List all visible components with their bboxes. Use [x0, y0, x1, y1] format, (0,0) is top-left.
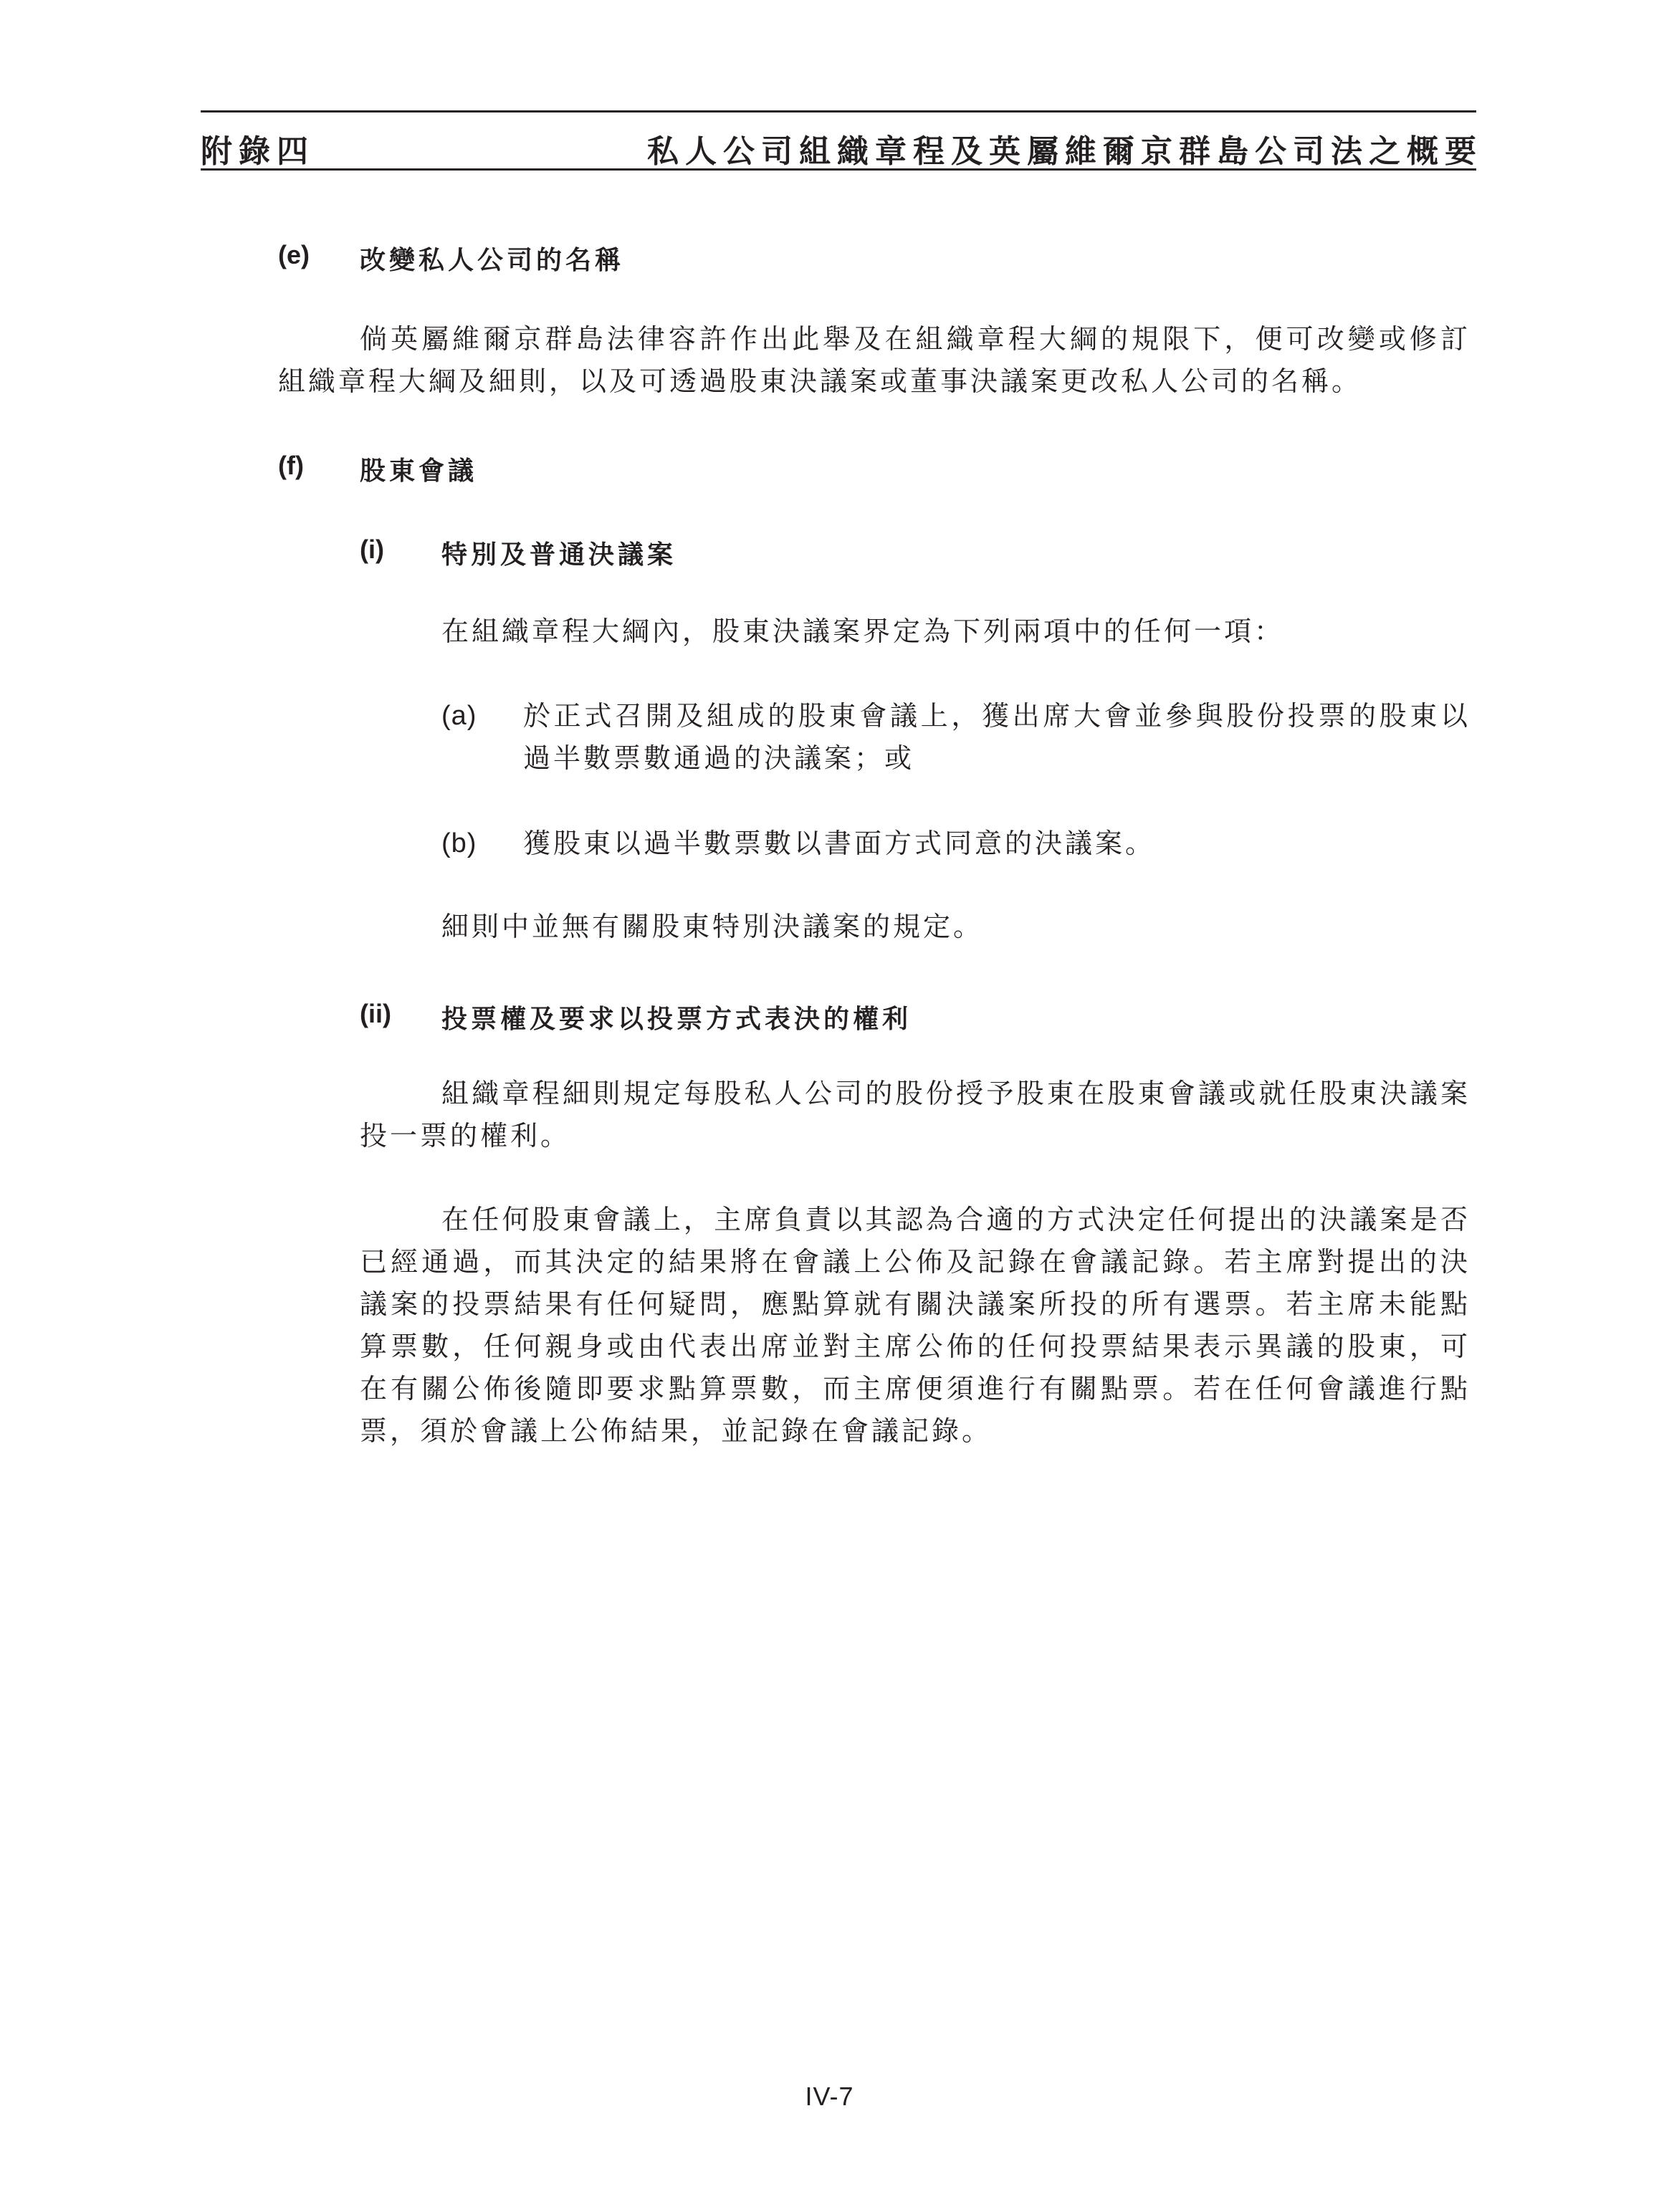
- list-item-a-text: 於正式召開及組成的股東會議上，獲出席大會並參與股份投票的股東以過半數票數通過的決議案；或: [523, 700, 1471, 774]
- subsection-ii-paragraph-2: [360, 1199, 1471, 1452]
- section-e-paragraph: [278, 318, 1471, 403]
- section-f-number: (f): [278, 451, 304, 480]
- list-item-b-text: 獲股東以過半數票數以書面方式同意的決議案。: [523, 828, 1156, 859]
- subsection-i-note: [441, 906, 1471, 948]
- subsection-ii-number: (ii): [360, 999, 391, 1028]
- list-item-b-label: (b): [441, 828, 477, 858]
- subsection-i-note-text: 細則中並無有關股東特別決議案的規定。: [441, 911, 984, 942]
- list-item-a-label: (a): [441, 701, 477, 731]
- section-f-title: 股東會議: [360, 456, 478, 486]
- appendix-label: 附錄四: [201, 133, 315, 170]
- section-e-number: (e): [278, 240, 310, 269]
- subsection-ii-paragraph-2-text: 在任何股東會議上，主席負責以其認為合適的方式決定任何提出的決議案是否已經通過，而其決定的結果將在會議上公佈及記錄在會議記錄。若主席對提出的決議案的投票結果有任何疑問，應點算就有關決議案所投的所有選票。若主席未能點算票數，任何親身或由代表出席並對主席公佈的任何投票結果表示異議的股東，可在有關公佈後隨即要求點算票數，而主席便須進行有關點票。若在任何會議進行點票，須於會議上公佈結果，並記錄在會議記錄。: [360, 1204, 1471, 1447]
- section-e-paragraph-text: 倘英屬維爾京群島法律容許作出此舉及在組織章程大綱的規限下，便可改變或修訂組織章程大綱及細則，以及可透過股東決議案或董事決議案更改私人公司的名稱。: [278, 323, 1471, 397]
- subsection-ii-paragraph-1-text: 組織章程細則規定每股私人公司的股份授予股東在股東會議或就任股東決議案投一票的權利。: [360, 1078, 1471, 1152]
- page-header: [201, 110, 1483, 171]
- section-e-title: 改變私人公司的名稱: [360, 246, 625, 275]
- subsection-ii-title: 投票權及要求以投票方式表決的權利: [441, 1005, 912, 1034]
- page-title: 私人公司組織章程及英屬維爾京群島公司法之概要: [647, 133, 1483, 170]
- subsection-i-number: (i): [360, 535, 384, 564]
- subsection-i-title: 特別及普通決議案: [441, 540, 677, 570]
- subsection-i-intro-text: 在組織章程大綱內，股東決議案界定為下列兩項中的任何一項：: [441, 616, 1285, 647]
- subsection-ii-paragraph-1: [360, 1073, 1471, 1157]
- page-number: IV-7: [805, 2082, 854, 2111]
- subsection-i-intro: [441, 611, 1471, 653]
